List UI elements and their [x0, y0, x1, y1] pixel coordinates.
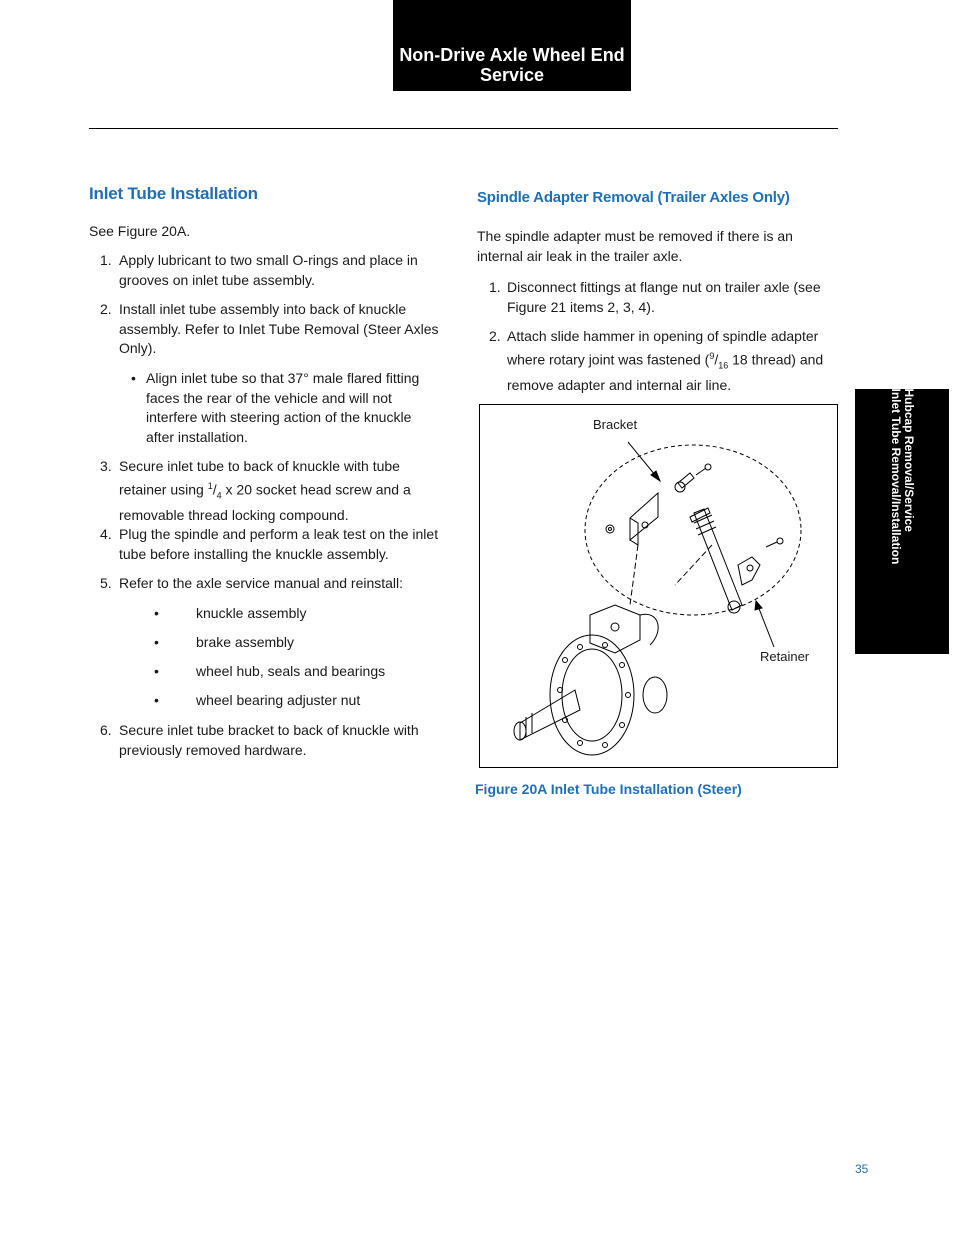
- fraction-slash: /: [714, 351, 719, 368]
- washer: [606, 525, 614, 533]
- bracket-plate: [630, 493, 658, 540]
- step-number: 1.: [100, 252, 112, 268]
- step-number: 4.: [100, 526, 112, 542]
- step-text: Refer to the axle service manual and reinstall:: [119, 575, 404, 591]
- retainer-hole: [747, 565, 753, 571]
- step-number: 3.: [100, 458, 112, 474]
- step-number: 5.: [100, 575, 112, 591]
- section-header: [393, 0, 631, 91]
- fraction-denominator: 4: [216, 490, 222, 501]
- side-tab-line2: Inlet Tube Removal/Installation: [889, 388, 903, 565]
- retainer-arrowhead: [755, 601, 762, 610]
- header-title-line2: Service: [479, 65, 545, 85]
- side-tab: [855, 389, 949, 654]
- knuckle-arm: [640, 614, 658, 645]
- sub-bullet-text: Align inlet tube so that 37° male flared fitting faces the rear of the vehicle and will not interfere with steering action of the knuckle after installation.: [146, 370, 420, 445]
- list-item: wheel hub, seals and bearings: [196, 663, 386, 679]
- knuckle-boss: [643, 677, 667, 713]
- list-bullet: •: [154, 692, 159, 708]
- step-text-part: Secure inlet tube to back of knuckle with tube retainer using: [119, 458, 400, 498]
- left-intro: See Figure 20A.: [89, 223, 191, 239]
- retainer-label: Retainer: [760, 649, 810, 664]
- fraction-denominator: 16: [718, 360, 729, 371]
- list-item: knuckle assembly: [196, 605, 307, 621]
- step-text-part: x 20 socket head screw and a removable thread locking compound.: [119, 481, 411, 523]
- page-number: 35: [855, 1162, 869, 1176]
- figure-20a: [479, 404, 838, 768]
- retainer-screw: [766, 542, 777, 547]
- knuckle-flange-inner: [562, 649, 622, 741]
- fraction-slash: /: [212, 481, 217, 498]
- knuckle-flange: [550, 635, 634, 755]
- list-bullet: •: [154, 605, 159, 621]
- alignment-line: [675, 545, 712, 585]
- retainer-screw-head: [777, 538, 783, 544]
- list-item: brake assembly: [196, 634, 295, 650]
- knuckle-port: [611, 623, 619, 631]
- header-rule: [89, 128, 838, 129]
- step-text: Secure inlet tube bracket to back of knuckle with previously removed hardware.: [119, 722, 419, 758]
- list-item: wheel bearing adjuster nut: [196, 692, 361, 708]
- step-number: 2.: [100, 301, 112, 317]
- inlet-tube: [694, 509, 742, 610]
- side-tab-text: [889, 389, 915, 654]
- step-number: 1.: [489, 279, 501, 295]
- right-intro: The spindle adapter must be removed if there is an internal air leak in the trailer axle.: [477, 228, 793, 264]
- inlet-tube-diagram: [480, 405, 837, 767]
- bracket-flange: [630, 518, 638, 545]
- bracket-screw-head: [705, 464, 711, 470]
- fraction-numerator: 9: [709, 350, 715, 361]
- figure-caption: Figure 20A Inlet Tube Installation (Steer): [475, 781, 742, 797]
- bracket-arrowhead: [651, 471, 660, 481]
- knuckle-top: [590, 605, 640, 653]
- step-text: Plug the spindle and perform a leak test on the inlet tube before installing the knuckle assembly.: [119, 526, 439, 562]
- alignment-line: [630, 545, 638, 605]
- step-text: Disconnect fittings at flange nut on trailer axle (see Figure 21 items 2, 3, 4).: [507, 279, 821, 315]
- step-text: Install inlet tube assembly into back of knuckle assembly. Refer to Inlet Tube Removal (Steer Axles Only).: [119, 301, 439, 357]
- bracket-fitting: [678, 473, 694, 488]
- sub-bullet: •: [131, 370, 136, 386]
- step-number: 2.: [489, 328, 501, 344]
- list-bullet: •: [154, 634, 159, 650]
- spindle-adapter-removal-heading: Spindle Adapter Removal (Trailer Axles Only): [477, 189, 790, 206]
- step-number: 6.: [100, 722, 112, 738]
- list-bullet: •: [154, 663, 159, 679]
- bracket-label: Bracket: [593, 417, 638, 432]
- inlet-tube-installation-heading: Inlet Tube Installation: [89, 184, 258, 203]
- bracket-screw: [696, 468, 706, 475]
- fraction-numerator: 1: [207, 480, 213, 491]
- step-text: [119, 457, 434, 525]
- washer-hole: [609, 528, 612, 531]
- side-tab-line1: Hubcap Removal/Service: [902, 388, 916, 532]
- step-text: [507, 327, 842, 395]
- step-text-part: Attach slide hammer in opening of spindle adapter where rotary joint was fastened (: [507, 328, 819, 368]
- header-title-line1: Non-Drive Axle Wheel End: [399, 45, 625, 65]
- step-text-part: 18 thread) and remove adapter and internal air line.: [507, 351, 824, 393]
- detail-circle: [585, 445, 801, 615]
- step-text: Apply lubricant to two small O-rings and place in grooves on inlet tube assembly.: [119, 252, 418, 288]
